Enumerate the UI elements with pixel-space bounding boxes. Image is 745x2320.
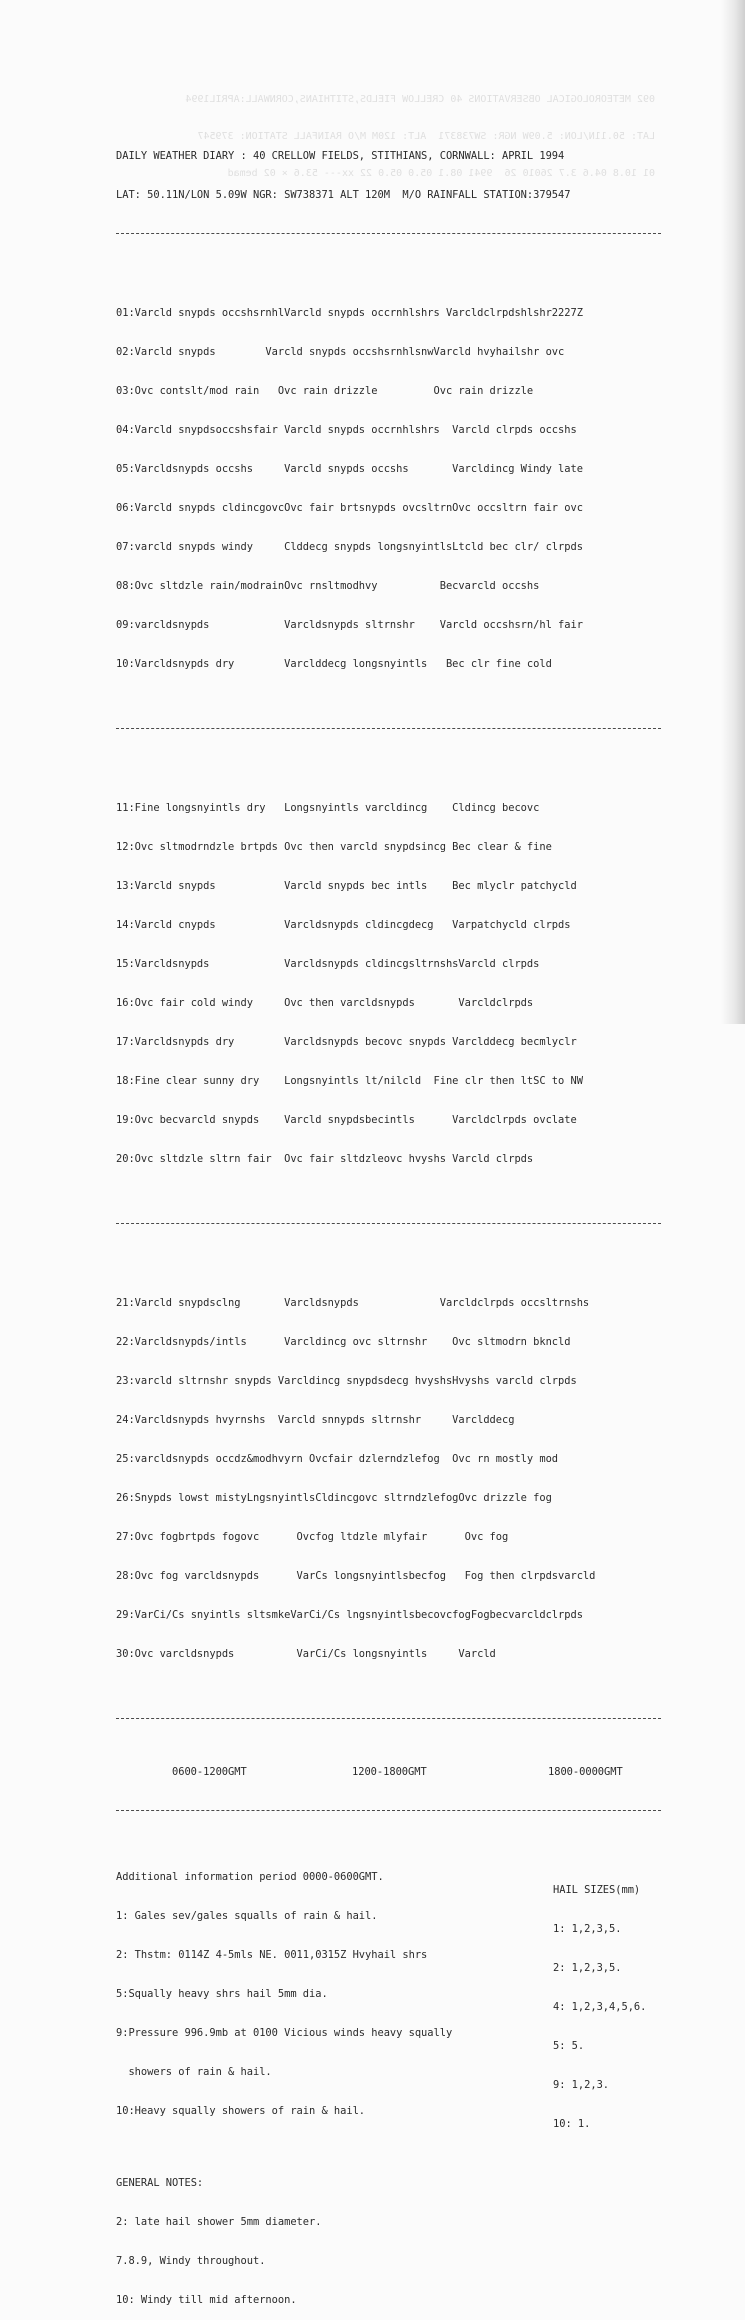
day-row: 12:Ovc sltmodrndzle brtpds Ovc then varcld snypdsincg Bec clear & fine: [116, 841, 552, 853]
day-row: 30:Ovc varcldsnypds VarCi/Cs longsnyintls Varcld: [116, 1648, 496, 1660]
dashed-divider: [116, 1718, 661, 1727]
ghost-line: LAT: 50.11N/LON: 5.09W NGR: SW738371 ALT: 120M M/O RAINFALL STATION: 379547: [197, 131, 655, 143]
day-row: 18:Fine clear sunny dry Longsnyintls lt/nilcld Fine clr then ltSC to NW: [116, 1075, 583, 1087]
additional-note: 9:Pressure 996.9mb at 0100 Vicious winds heavy squally: [116, 2027, 453, 2039]
general-note: 2: late hail shower 5mm diameter.: [116, 2216, 322, 2228]
days-block-1: [116, 281, 676, 697]
additional-row: [116, 2092, 676, 2130]
day-row: 19:Ovc becvarcld snypds Varcld snypdsbecintls Varcldclrpds ovclate: [116, 1114, 577, 1126]
weather-diary-sheet: [116, 124, 676, 2320]
day-row: 13:Varcld snypds Varcld snypds bec intls Bec mlyclr patchycld: [116, 880, 577, 892]
additional-row: [116, 1936, 676, 1974]
page-edge-shadow: [721, 0, 745, 1024]
additional-row: [116, 2014, 676, 2052]
period-headings: [116, 1766, 676, 1779]
hail-sizes-heading: HAIL SIZES(mm): [553, 1884, 641, 1896]
station-location: LAT: 50.11N/LON 5.09W NGR: SW738371 ALT 120M M/O RAINFALL STATION:379547: [116, 189, 571, 201]
dashed-divider: [116, 728, 661, 737]
spacer: [116, 2144, 676, 2151]
day-row: 21:Varcld snypdsclng Varcldsnypds Varcldclrpds occsltrnshs: [116, 1297, 590, 1309]
hail-size-entry: 2: 1,2,3,5.: [553, 1962, 622, 1974]
day-row: 04:Varcld snypdsoccshsfair Varcld snypds occrnhlshrs Varcld clrpds occshs: [116, 424, 577, 436]
hail-size-entry: 4: 1,2,3,4,5,6.: [553, 2001, 647, 2013]
day-row: 20:Ovc sltdzle sltrn fair Ovc fair sltdzleovc hvyshs Varcld clrpds: [116, 1153, 534, 1165]
additional-note: 10:Heavy squally showers of rain & hail.: [116, 2105, 366, 2117]
dashed-divider: [116, 1810, 661, 1819]
day-row: 26:Snypds lowst mistyLngsnyintlsCldincgovc sltrndzlefogOvc drizzle fog: [116, 1492, 552, 1504]
additional-info-heading: Additional information period 0000-0600GMT.: [116, 1871, 384, 1883]
day-row: 03:Ovc contslt/mod rain Ovc rain drizzle Ovc rain drizzle: [116, 385, 534, 397]
day-row: 15:Varcldsnypds Varcldsnypds cldincgsltrnshsVarcld clrpds: [116, 958, 540, 970]
additional-row: [116, 1897, 676, 1935]
day-row: 29:VarCi/Cs snyintls sltsmkeVarCi/Cs lngsnyintlsbecovcfogFogbecvarcldclrpds: [116, 1609, 583, 1621]
hail-size-entry: 5: 5.: [553, 2040, 585, 2052]
ghost-line: 01 10.8 04.6 3.7 26010 26 9941 08.1 05.0 05.0 22 xx--- 53.6 × 02 bemad: [227, 167, 655, 179]
additional-heading-row: [116, 1858, 676, 1896]
day-row: 10:Varcldsnypds dry Varclddecg longsnyintls Bec clr fine cold: [116, 658, 552, 670]
additional-note: 1: Gales sev/gales squalls of rain & hail.: [116, 1910, 378, 1922]
day-row: 16:Ovc fair cold windy Ovc then varcldsnypds Varcldclrpds: [116, 997, 534, 1009]
additional-row: [116, 1975, 676, 2013]
dashed-divider: [116, 233, 661, 242]
day-row: 09:varcldsnypds Varcldsnypds sltrnshr Varcld occshsrn/hl fair: [116, 619, 583, 631]
day-row: 07:varcld snypds windy Clddecg snypds longsnyintlsLtcld bec clr/ clrpds: [116, 541, 583, 553]
general-note: 10: Windy till mid afternoon.: [116, 2294, 297, 2306]
additional-note: 2: Thstm: 0114Z 4-5mls NE. 0011,0315Z Hvyhail shrs: [116, 1949, 428, 1961]
period-heading-evening: 1800-0000GMT: [548, 1766, 623, 1778]
day-row: 27:Ovc fogbrtpds fogovc Ovcfog ltdzle mlyfair Ovc fog: [116, 1531, 509, 1543]
general-note: 7.8.9, Windy throughout.: [116, 2255, 266, 2267]
additional-row: [116, 2053, 676, 2091]
day-row: 05:Varcldsnypds occshs Varcld snypds occshs Varcldincg Windy late: [116, 463, 583, 475]
general-notes-heading: GENERAL NOTES:: [116, 2177, 204, 2189]
period-heading-afternoon: 1200-1800GMT: [352, 1766, 427, 1778]
day-row: 06:Varcld snypds cldincgovcOvc fair brtsnypds ovcsltrnOvc occsltrn fair ovc: [116, 502, 583, 514]
days-block-3: [116, 1271, 676, 1687]
days-block-2: [116, 776, 676, 1192]
diary-title: DAILY WEATHER DIARY : 40 CRELLOW FIELDS, STITHIANS, CORNWALL: APRIL 1994: [116, 150, 565, 162]
hail-size-entry: 1: 1,2,3,5.: [553, 1923, 622, 1935]
day-row: 08:Ovc sltdzle rain/modrainOvc rnsltmodhvy Becvarcld occshs: [116, 580, 540, 592]
day-row: 02:Varcld snypds Varcld snypds occshsrnhlsnwVarcld hvyhailshr ovc: [116, 346, 565, 358]
additional-note: 5:Squally heavy shrs hail 5mm dia.: [116, 1988, 328, 2000]
day-row: 25:varcldsnypds occdz&modhvyrn Ovcfair dzlerndzlefog Ovc rn mostly mod: [116, 1453, 559, 1465]
day-row: 24:Varcldsnypds hvyrnshs Varcld snnypds sltrnshr Varclddecg: [116, 1414, 515, 1426]
additional-note: showers of rain & hail.: [116, 2066, 272, 2078]
day-row: 23:varcld sltrnshr snypds Varcldincg snypdsdecg hvyshsHvyshs varcld clrpds: [116, 1375, 577, 1387]
day-row: 01:Varcld snypds occshsrnhlVarcld snypds occrnhlshrs Varcldclrpdshlshr2227Z: [116, 307, 583, 319]
day-row: 14:Varcld cnypds Varcldsnypds cldincgdecg Varpatchycld clrpds: [116, 919, 571, 931]
dashed-divider: [116, 1223, 661, 1232]
ghost-line: 092 METEOROLOGICAL OBSERVATIONS 40 CRELLOW FIELDS,STITHIANS,CORNWALL:APRIL1994: [185, 94, 655, 106]
day-row: 17:Varcldsnypds dry Varcldsnypds becovc snypds Varclddecg becmlyclr: [116, 1036, 577, 1048]
day-row: 11:Fine longsnyintls dry Longsnyintls varcldincg Cldincg becovc: [116, 802, 540, 814]
hail-size-entry: 10: 1.: [553, 2118, 591, 2130]
day-row: 22:Varcldsnypds/intls Varcldincg ovc sltrnshr Ovc sltmodrn bkncld: [116, 1336, 571, 1348]
period-heading-morning: 0600-1200GMT: [172, 1766, 247, 1778]
hail-size-entry: 9: 1,2,3.: [553, 2079, 610, 2091]
day-row: 28:Ovc fog varcldsnypds VarCs longsnyintlsbecfog Fog then clrpdsvarcld: [116, 1570, 596, 1582]
